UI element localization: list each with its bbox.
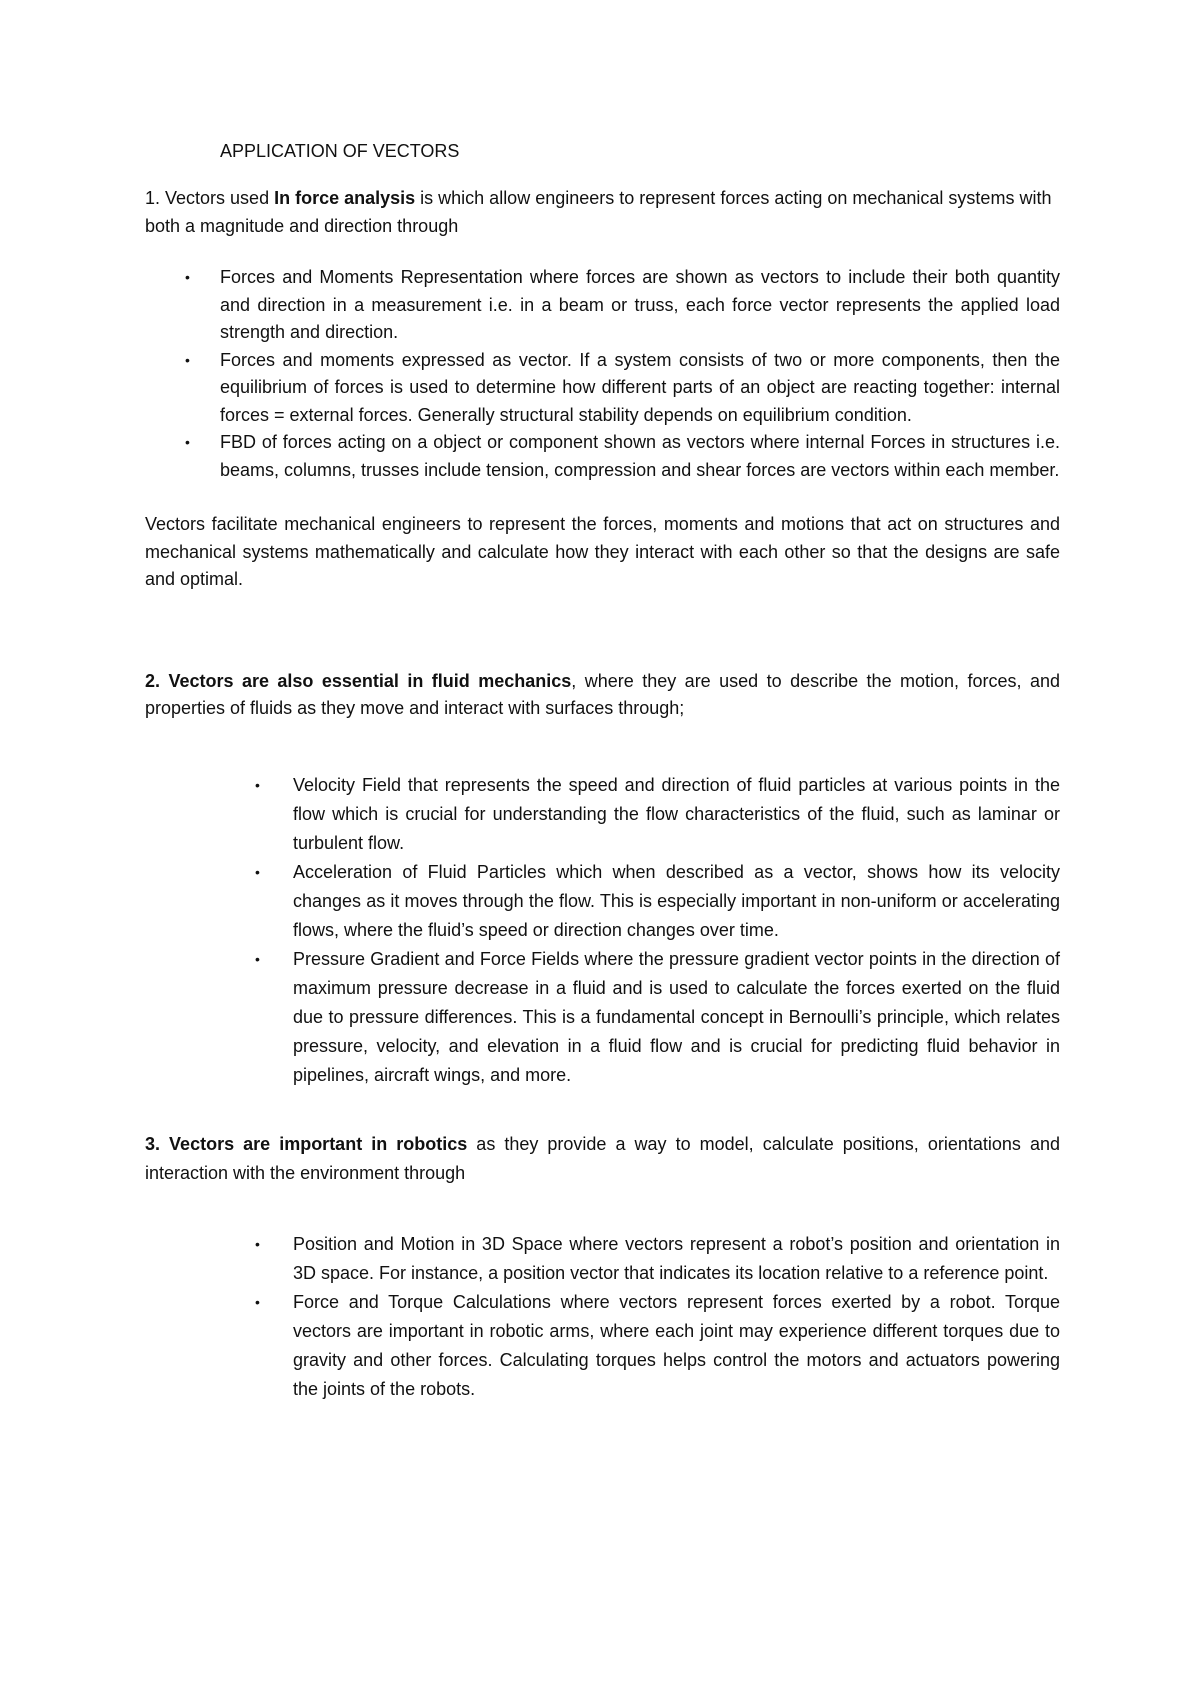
bullet-icon: • — [185, 269, 190, 285]
bullet-icon: • — [255, 1293, 260, 1310]
section1-bullet-list — [145, 264, 1060, 484]
document-page — [145, 138, 1060, 1404]
section2-bullet-list — [145, 771, 1060, 1090]
bullet-icon: • — [185, 434, 190, 450]
list-item — [145, 858, 1060, 945]
list-item-text: Acceleration of Fluid Particles which when described as a vector, shows how its velocity changes as it moves through the flow. This is especially important in non-uniform or accelerating flows, where the fluid’s speed or direction changes over time. — [293, 861, 1060, 940]
list-item-text: Forces and Moments Representation where forces are shown as vectors to include their both quantity and direction in a measurement i.e. in a beam or truss, each force vector represents the applied load strength and direction. — [220, 267, 1060, 342]
bullet-icon: • — [255, 1235, 260, 1252]
list-item-text: Force and Torque Calculations where vectors represent forces exerted by a robot. Torque vectors are important in robotic arms, where each joint may experience different torques due to gravity and other forces. Calculating torques helps control the motors and actuators powering the joints of the robots. — [293, 1291, 1060, 1399]
bullet-icon: • — [255, 950, 260, 967]
list-item — [145, 1230, 1060, 1288]
list-item — [145, 771, 1060, 858]
bullet-icon: • — [255, 776, 260, 793]
list-item-text: FBD of forces acting on a object or component shown as vectors where internal Forces in structures i.e. beams, columns, trusses include tension, compression and shear forces are vectors within each member. — [220, 432, 1060, 480]
bullet-icon: • — [255, 863, 260, 880]
section1-summary: Vectors facilitate mechanical engineers to represent the forces, moments and motions that act on structures and mechanical systems mathematically and calculate how they interact with each other so that the designs are safe and optimal. — [145, 514, 1060, 589]
section2-intro-rest: , where they are used to describe the motion, forces, and properties of fluids as they move and interact with surfaces through; — [145, 670, 1060, 718]
list-item — [145, 347, 1060, 430]
section3-intro — [145, 1130, 1060, 1188]
section1-intro-rest: is which allow engineers to represent forces acting on mechanical systems with both a magnitude and direction through — [145, 188, 1052, 236]
section3-intro-rest: as they provide a way to model, calculate positions, orientations and interaction with the environment through — [145, 1133, 1060, 1183]
section1-bold-phrase: In force analysis — [274, 188, 416, 208]
list-item-text: Velocity Field that represents the speed and direction of fluid particles at various points in the flow which is crucial for understanding the flow characteristics of the fluid, such as laminar or turbulent flow. — [293, 774, 1060, 853]
list-item-text: Forces and moments expressed as vector. If a system consists of two or more components, then the equilibrium of forces is used to determine how different parts of an object are reacting together: internal forces = external forces. Generally structural stability depends on equilibrium condition. — [220, 349, 1060, 425]
list-item-text: Pressure Gradient and Force Fields where the pressure gradient vector points in the direction of maximum pressure decrease in a fluid and is used to calculate the forces exerted on the fluid due to pressure differences. This is a fundamental concept in Bernoulli’s principle, which relates pressure, velocity, and elevation in a fluid flow and is crucial for predicting fluid behavior in pipelines, aircraft wings, and more. — [293, 948, 1060, 1085]
section2-bold-phrase: 2. Vectors are also essential in fluid mechanics — [145, 670, 572, 691]
list-item — [145, 264, 1060, 347]
bullet-icon: • — [185, 351, 190, 368]
document-title: APPLICATION OF VECTORS — [220, 141, 460, 161]
list-item — [145, 1288, 1060, 1404]
section1-prefix: 1. Vectors used — [145, 188, 275, 208]
section1-intro — [145, 185, 1060, 240]
section3-bullet-list — [145, 1230, 1060, 1404]
section3-bold-phrase: 3. Vectors are important in robotics — [145, 1133, 468, 1154]
section2-intro — [145, 668, 1060, 723]
list-item-text: Position and Motion in 3D Space where vectors represent a robot’s position and orientation in 3D space. For instance, a position vector that indicates its location relative to a reference point. — [293, 1233, 1060, 1283]
list-item — [145, 429, 1060, 484]
list-item — [145, 945, 1060, 1090]
